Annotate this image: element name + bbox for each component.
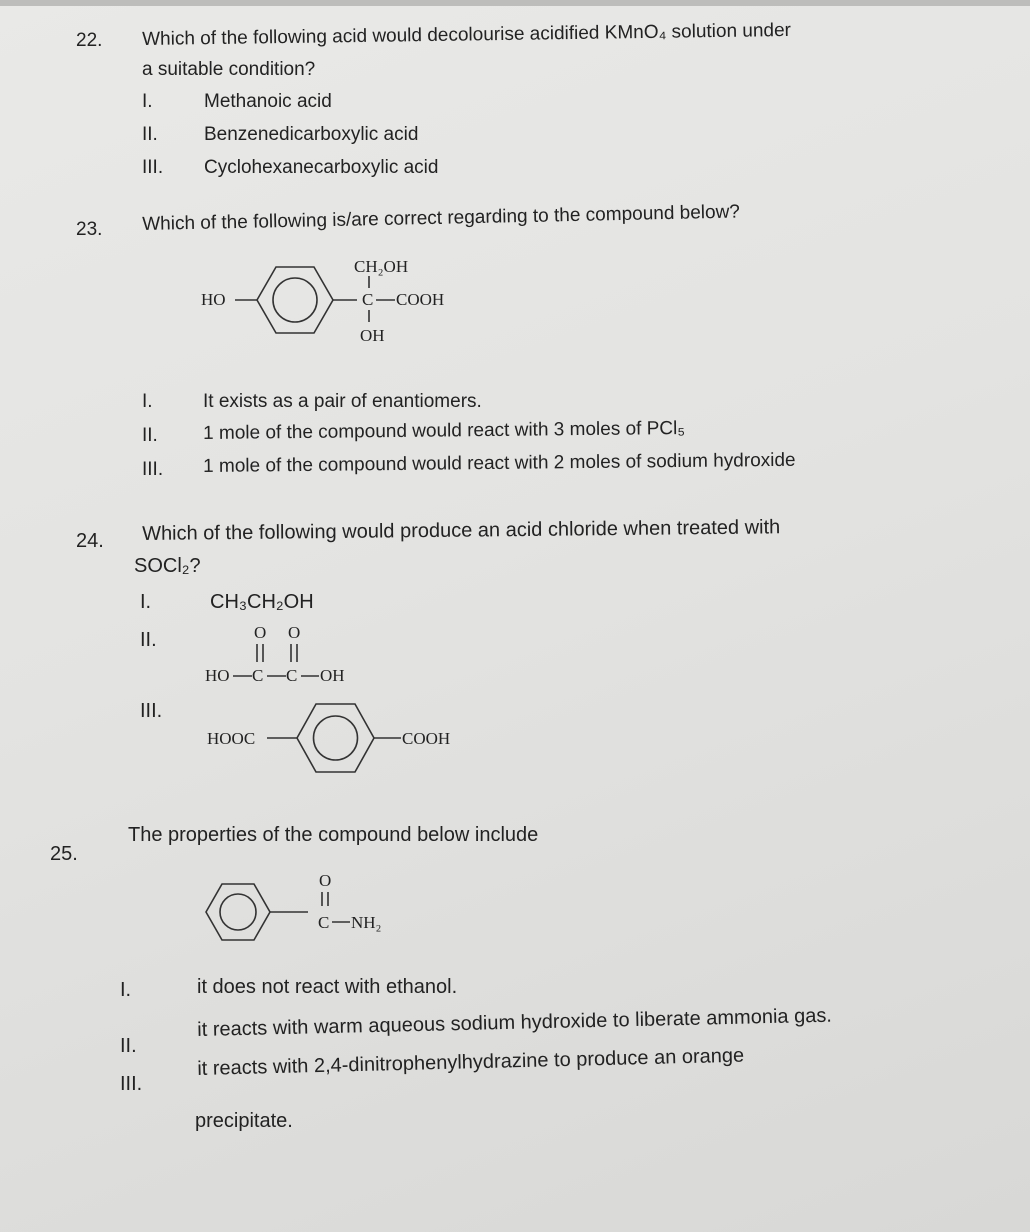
atom-label-c: C — [252, 666, 264, 685]
structure-benzenedicarboxylic-acid — [205, 698, 485, 774]
atom-label-c: C — [286, 666, 298, 685]
structure-oxalic-acid — [205, 618, 375, 690]
atom-label-oh: OH — [360, 326, 385, 345]
option-label: III. — [140, 700, 163, 722]
atom-label-oh: OH — [320, 666, 345, 685]
benzene-ring — [206, 884, 270, 940]
option-text: Methanoic acid — [204, 91, 332, 112]
question-stem: Which of the following is/are correct regarding to the compound below? — [142, 201, 741, 235]
atom-label-cooh: COOH — [396, 290, 445, 309]
structure-hydroxyphenyl-compound — [195, 250, 475, 355]
option-label: I. — [142, 391, 153, 412]
atom-label-nh2: NH₂ — [351, 913, 382, 932]
option-text: 1 mole of the compound would react with 2 moles of sodium hydroxide — [203, 449, 796, 477]
atom-label-ho: HO — [201, 290, 226, 309]
question-stem: Which of the following acid would decolourise acidified KMnO₄ solution under — [142, 19, 792, 50]
page-top-edge — [0, 0, 1030, 6]
option-text: it reacts with warm aqueous sodium hydroxide to liberate ammonia gas. — [197, 1004, 833, 1041]
benzene-ring-circle — [273, 278, 317, 322]
option-text: CH₃CH₂OH — [210, 591, 314, 613]
benzene-ring-circle — [314, 716, 358, 760]
option-label: II. — [140, 629, 157, 651]
atom-label-ch2oh: CH₂OH — [354, 257, 409, 276]
atom-label-hooc: HOOC — [207, 729, 256, 748]
option-label: II. — [142, 124, 158, 145]
option-label: II. — [120, 1035, 137, 1057]
option-label: I. — [120, 979, 132, 1001]
benzene-ring — [257, 267, 333, 333]
question-stem-continued: a suitable condition? — [142, 59, 316, 80]
option-label: I. — [142, 91, 153, 112]
option-label: III. — [120, 1073, 143, 1095]
option-text: it does not react with ethanol. — [197, 976, 458, 998]
benzene-ring — [297, 704, 374, 772]
option-label: III. — [142, 459, 164, 480]
option-text: 1 mole of the compound would react with 3 moles of PCl₅ — [203, 417, 686, 444]
atom-label-o: O — [288, 623, 301, 642]
atom-label-o: O — [254, 623, 267, 642]
option-text: Cyclohexanecarboxylic acid — [204, 157, 439, 178]
atom-label-ho: HO — [205, 666, 230, 685]
question-number: 25. — [50, 843, 78, 865]
option-text: It exists as a pair of enantiomers. — [203, 391, 482, 412]
option-label: I. — [140, 591, 152, 613]
benzene-ring-circle — [220, 894, 256, 930]
question-stem: The properties of the compound below include — [128, 824, 539, 846]
option-label: II. — [142, 425, 158, 446]
option-label: III. — [142, 157, 164, 178]
option-text: it reacts with 2,4-dinitrophenylhydrazine to produce an orange — [197, 1044, 745, 1080]
atom-label-o: O — [319, 871, 332, 890]
option-text: Benzenedicarboxylic acid — [204, 124, 419, 145]
atom-label-cooh: COOH — [402, 729, 451, 748]
question-number: 24. — [76, 530, 104, 552]
question-stem: Which of the following would produce an acid chloride when treated with — [142, 516, 781, 545]
question-number: 22. — [76, 30, 103, 51]
question-number: 23. — [76, 219, 103, 240]
question-stem-continued: SOCl₂? — [134, 555, 201, 577]
atom-label-c: C — [362, 290, 374, 309]
atom-label-c: C — [318, 913, 330, 932]
option-text-continued: precipitate. — [195, 1110, 293, 1132]
structure-benzamide — [204, 866, 414, 962]
